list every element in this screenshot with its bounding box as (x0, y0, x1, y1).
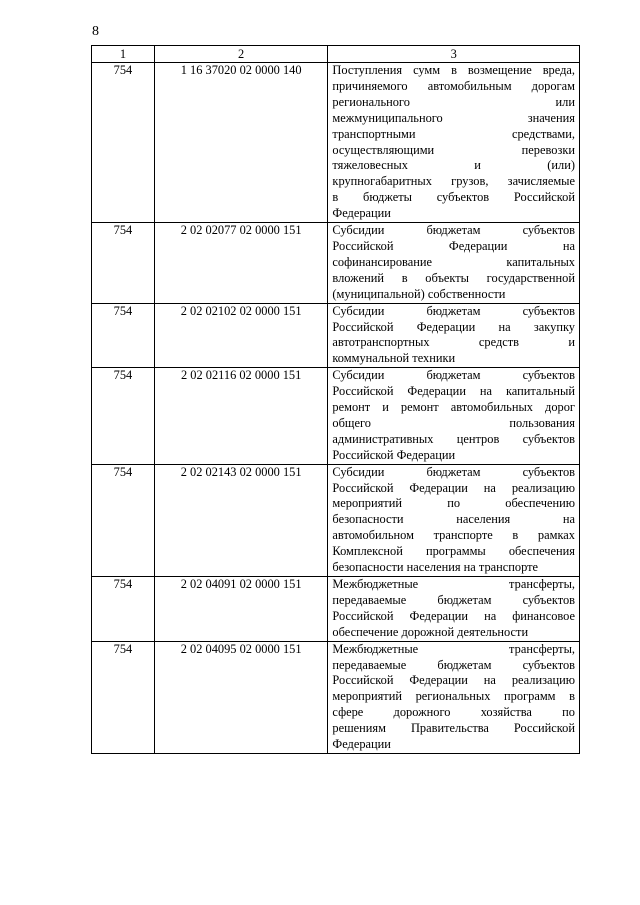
budget-classification-code-cell: 2 02 02102 02 0000 151 (154, 303, 328, 368)
description-line: Российской Федерации (332, 447, 456, 462)
administrator-code-cell: 754 (92, 303, 155, 368)
budget-classification-code-cell: 2 02 04095 02 0000 151 (154, 641, 328, 753)
description-line: решениям Правительства Российской (332, 721, 575, 736)
description-line: автомобильном транспорте в рамках (332, 528, 575, 543)
column-header-2: 2 (154, 46, 328, 63)
description-line: Комплексной программы обеспечения (332, 544, 575, 559)
table-row (92, 223, 580, 304)
page-number: 8 (92, 24, 99, 39)
administrator-code-cell: 754 (92, 63, 155, 223)
description-line: Российской Федерации на (332, 238, 575, 253)
budget-classification-code-cell: 2 02 02077 02 0000 151 (154, 223, 328, 304)
description-line: межмуниципального значения (332, 110, 575, 125)
budget-classification-table (91, 45, 580, 754)
column-header-3: 3 (328, 46, 580, 63)
revenue-description-cell (328, 368, 580, 464)
description-line: безопасности населения на (332, 512, 575, 527)
description-line: регионального или (332, 94, 575, 109)
table-row (92, 368, 580, 464)
administrator-code-cell: 754 (92, 641, 155, 753)
description-line: Российской Федерации на закупку (332, 319, 575, 334)
budget-classification-code-cell: 2 02 02143 02 0000 151 (154, 464, 328, 576)
budget-classification-code-cell: 1 16 37020 02 0000 140 (154, 63, 328, 223)
table-row (92, 303, 580, 368)
administrator-code-cell: 754 (92, 223, 155, 304)
description-line: Российской Федерации на финансовое (332, 608, 575, 623)
description-line: крупногабаритных грузов, зачисляемые (332, 174, 575, 189)
description-line: осуществляющими перевозки (332, 142, 575, 157)
revenue-description-cell (328, 641, 580, 753)
description-line: административных центров субъектов (332, 431, 575, 446)
description-line: мероприятий региональных программ в (332, 689, 575, 704)
description-line: Российской Федерации на капитальный (332, 384, 575, 399)
description-line: Межбюджетные трансферты, (332, 641, 575, 656)
description-line: обеспечение дорожной деятельности (332, 624, 529, 639)
description-line: причиняемого автомобильным дорогам (332, 78, 575, 93)
budget-classification-code-cell: 2 02 02116 02 0000 151 (154, 368, 328, 464)
revenue-description-cell (328, 577, 580, 642)
description-line: Федерации (332, 206, 391, 221)
description-line: передаваемые бюджетам субъектов (332, 592, 575, 607)
description-line: в бюджеты субъектов Российской (332, 190, 575, 205)
budget-classification-code-cell: 2 02 04091 02 0000 151 (154, 577, 328, 642)
table-row (92, 464, 580, 576)
description-line: вложений в объекты государственной (332, 270, 575, 285)
administrator-code-cell: 754 (92, 368, 155, 464)
description-line: передаваемые бюджетам субъектов (332, 657, 575, 672)
description-line: Российской Федерации на реализацию (332, 480, 575, 495)
description-line: безопасности населения на транспорте (332, 560, 539, 575)
revenue-description-cell (328, 303, 580, 368)
description-line: Российской Федерации на реализацию (332, 673, 575, 688)
description-line: Федерации (332, 737, 391, 752)
description-line: автотранспортных средств и (332, 335, 575, 350)
description-line: коммунальной техники (332, 351, 456, 366)
revenue-description-cell (328, 464, 580, 576)
description-line: (муниципальной) собственности (332, 286, 506, 301)
description-line: тяжеловесных и (или) (332, 158, 575, 173)
column-header-1: 1 (92, 46, 155, 63)
revenue-description-cell (328, 223, 580, 304)
table-body (92, 63, 580, 754)
table-header-row (92, 46, 580, 63)
description-line: Межбюджетные трансферты, (332, 577, 575, 591)
administrator-code-cell: 754 (92, 464, 155, 576)
revenue-description-cell (328, 63, 580, 223)
description-line: мероприятий по обеспечению (332, 496, 575, 511)
table-row (92, 641, 580, 753)
description-line: софинансирование капитальных (332, 254, 575, 269)
description-line: сфере дорожного хозяйства по (332, 705, 575, 720)
description-line: транспортными средствами, (332, 126, 575, 141)
table-row (92, 577, 580, 642)
administrator-code-cell: 754 (92, 577, 155, 642)
description-line: Субсидии бюджетам субъектов (332, 464, 575, 479)
description-line: ремонт и ремонт автомобильных дорог (332, 400, 575, 415)
description-line: общего пользования (332, 415, 575, 430)
description-line: Субсидии бюджетам субъектов (332, 368, 575, 383)
description-line: Субсидии бюджетам субъектов (332, 303, 575, 318)
description-line: Поступления сумм в возмещение вреда, (332, 63, 575, 77)
description-line: Субсидии бюджетам субъектов (332, 223, 575, 238)
table-row (92, 63, 580, 223)
